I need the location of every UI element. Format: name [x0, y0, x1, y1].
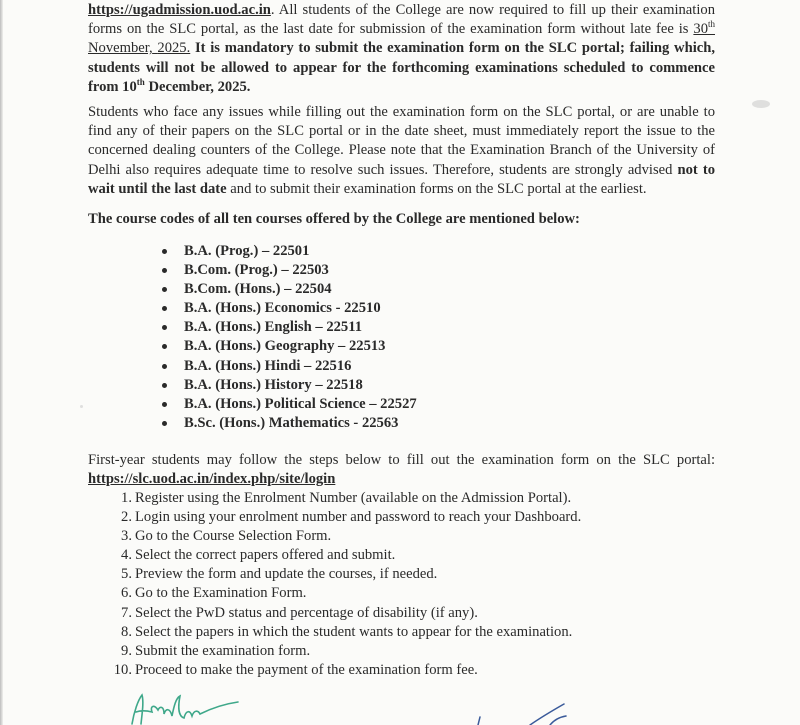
course-label: B.A. (Prog.) – 22501 — [184, 243, 310, 259]
step-text: Go to the Examination Form. — [135, 585, 307, 602]
course-item — [88, 318, 417, 337]
step-item — [88, 527, 581, 546]
deadline-day-suffix: th — [707, 19, 715, 30]
step-item — [88, 642, 581, 661]
course-item — [88, 414, 417, 433]
mandatory-text: It is mandatory to submit the examination form on the SLC portal; failing which, students will not be allowed to appear for the forthcoming examinations scheduled to commence from 10 — [88, 40, 715, 95]
course-item — [88, 395, 417, 414]
step-item — [88, 546, 581, 565]
courses-heading: The course codes of all ten courses offered by the College are mentioned below: — [88, 211, 580, 227]
course-item — [88, 280, 417, 299]
step-text: Proceed to make the payment of the examination form fee. — [135, 661, 478, 678]
advice-bold: not to wait until the last date — [88, 161, 715, 197]
signature-green-stroke — [132, 695, 238, 724]
course-label: B.A. (Hons.) English – 22511 — [184, 319, 363, 336]
step-item — [88, 489, 581, 508]
bullet-icon — [162, 364, 167, 369]
signature-green — [128, 692, 248, 725]
bullet-icon — [162, 287, 167, 292]
scan-smudge — [752, 100, 770, 108]
step-item — [88, 584, 581, 603]
slc-login-link[interactable]: https://slc.uod.ac.in/index.php/site/login — [88, 471, 336, 488]
steps-list — [88, 489, 581, 680]
step-text: Select the correct papers offered and submit. — [135, 547, 396, 564]
exam-day-suffix: th — [136, 76, 145, 87]
course-label: B.Sc. (Hons.) Mathematics - 22563 — [184, 414, 399, 431]
step-text: Go to the Course Selection Form. — [135, 528, 332, 545]
bullet-icon — [162, 306, 167, 311]
course-label: B.Com. (Hons.) – 22504 — [184, 281, 332, 298]
course-item — [88, 242, 417, 261]
step-item — [88, 661, 581, 680]
step-number: 1. — [121, 490, 132, 506]
step-number: 2. — [121, 509, 132, 526]
ug-admission-link[interactable]: https://ugadmission.uod.ac.in — [88, 2, 271, 18]
bullet-icon — [162, 402, 167, 407]
course-label: B.A. (Hons.) Geography – 22513 — [184, 338, 386, 355]
course-item — [88, 261, 417, 280]
bullet-icon — [162, 383, 167, 388]
steps-intro — [88, 451, 715, 489]
deadline-year: 2025. — [157, 40, 191, 57]
step-text: Select the PwD status and percentage of disability (if any). — [135, 604, 478, 621]
step-item — [88, 604, 581, 623]
deadline-paragraph — [88, 1, 715, 97]
course-label: B.Com. (Prog.) – 22503 — [184, 262, 329, 279]
course-item — [88, 357, 417, 376]
issues-paragraph — [88, 103, 715, 199]
exam-start-date: December, 2025. — [144, 78, 251, 95]
issues-text-end: and to submit their examination forms on the SLC portal at the earliest. — [226, 180, 647, 197]
step-number: 8. — [121, 623, 132, 640]
course-item — [88, 376, 417, 395]
bullet-icon — [162, 249, 167, 254]
course-label: B.A. (Hons.) Economics - 22510 — [184, 300, 381, 317]
scan-smudge — [80, 405, 83, 408]
course-item — [88, 337, 417, 356]
step-item — [88, 623, 581, 642]
deadline-day: 30 — [693, 21, 708, 38]
deadline-month: November, — [88, 40, 153, 57]
step-item — [88, 508, 581, 527]
step-text: Select the papers in which the student wants to appear for the examination. — [135, 623, 573, 640]
step-text: Login using your enrolment number and password to reach your Dashboard. — [135, 509, 582, 526]
bullet-icon — [162, 325, 167, 330]
step-number: 3. — [121, 528, 132, 545]
bullet-icon — [162, 421, 167, 426]
step-number: 10. — [113, 661, 132, 678]
signature-blue-stroke — [478, 704, 566, 725]
signature-blue — [470, 700, 590, 725]
issues-text: Students who face any issues while filling out the examination form on the SLC portal, or are unable to find any of their papers on the SLC portal or in the date sheet, must immediately report the issue to the concerned dealing counters of the College. Please note that the Examination Branch of the University of Delhi also requires adequate time to resolve such issues. Therefore, students are strongly advised — [88, 104, 715, 178]
course-label: B.A. (Hons.) History – 22518 — [184, 376, 363, 393]
course-label: B.A. (Hons.) Hindi – 22516 — [184, 357, 352, 374]
step-number: 4. — [121, 547, 132, 564]
step-text: Submit the examination form. — [135, 642, 311, 659]
steps-intro-text: First-year students may follow the steps below to fill out the examination form on the SLC portal: — [88, 452, 715, 468]
deadline-text: . All students of the College are now required to fill up their examination forms on the SLC portal, as the last date for submission of the examination form without late fee is — [88, 2, 715, 38]
step-number: 7. — [121, 604, 132, 621]
step-number: 6. — [121, 585, 132, 602]
course-list — [88, 242, 417, 433]
course-label: B.A. (Hons.) Political Science – 22527 — [184, 395, 417, 412]
bullet-icon — [162, 268, 167, 273]
step-number: 5. — [121, 566, 132, 583]
step-text: Preview the form and update the courses, if needed. — [135, 566, 438, 583]
bullet-icon — [162, 344, 167, 349]
scan-edge — [0, 0, 3, 725]
step-item — [88, 565, 581, 584]
step-text: Register using the Enrolment Number (available on the Admission Portal). — [135, 490, 572, 506]
step-number: 9. — [121, 642, 132, 659]
course-item — [88, 299, 417, 318]
